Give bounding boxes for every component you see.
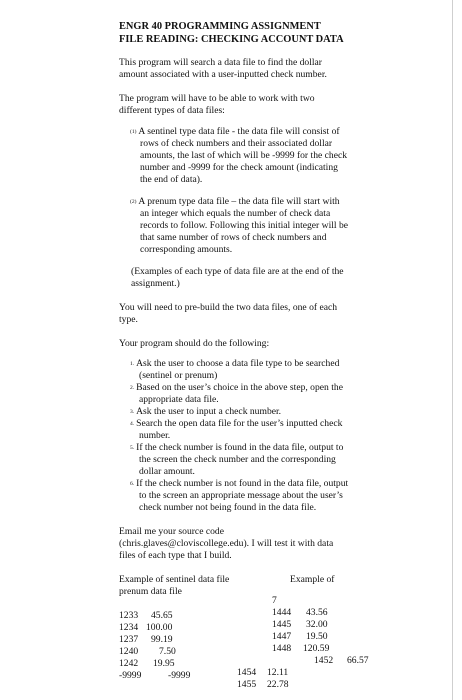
sentinel-amount-2: 100.00	[146, 622, 173, 633]
page-edge-divider	[452, 0, 453, 700]
step-5-line-2: the screen the check number and the corresponding	[139, 454, 336, 465]
step-4-line-2: number.	[139, 430, 171, 441]
sentinel-check-sentinel: -9999	[119, 670, 142, 681]
type-item-1-number: (1)	[130, 129, 137, 135]
doc-title-line-2: FILE READING: CHECKING ACCOUNT DATA	[119, 34, 344, 45]
step-2-line-1: Based on the user’s choice in the above step, open the	[136, 382, 343, 393]
prenum-check-6: 1454	[237, 667, 257, 678]
step-3-line-1: Ask the user to input a check number.	[136, 406, 282, 417]
type-item-1-line-3: amounts, the last of which will be -9999 for the check	[140, 150, 348, 161]
step-4-line-1: Search the open data file for the user’s inputted check	[136, 418, 343, 429]
email-line-1: Email me your source code	[119, 526, 224, 537]
prenum-amount-2: 32.00	[306, 619, 328, 630]
prenum-amount-1: 43.56	[306, 607, 328, 618]
sentinel-amount-1: 45.65	[151, 610, 173, 621]
step-4-number: 4.	[130, 421, 135, 427]
step-1	[130, 358, 339, 371]
prenum-amount-7: 22.78	[267, 679, 289, 690]
prenum-example-label-1: Example of	[290, 574, 335, 585]
sentinel-check-4: 1240	[119, 646, 139, 657]
type-item-2	[130, 196, 340, 209]
program-intro: Your program should do the following:	[119, 338, 270, 349]
step-1-line-2: (sentinel or prenum)	[139, 370, 218, 381]
step-5	[130, 442, 343, 455]
sentinel-amount-5: 19.95	[153, 658, 175, 669]
step-4	[130, 418, 342, 431]
prenum-check-2: 1445	[272, 619, 292, 630]
step-1-number: 1.	[130, 361, 135, 367]
step-6-line-3: check number not being found in the data file.	[139, 502, 317, 513]
doc-title-line-1: ENGR 40 PROGRAMMING ASSIGNMENT	[119, 21, 321, 32]
prenum-record-count: 7	[272, 595, 277, 606]
type-item-2-number: (2)	[130, 199, 137, 205]
email-line-3: files of each type that I build.	[119, 550, 232, 561]
step-6-line-1: If the check number is not found in the data file, output	[136, 478, 349, 489]
step-5-line-1: If the check number is found in the data file, output to	[136, 442, 344, 453]
sentinel-check-1: 1233	[119, 610, 139, 621]
sentinel-amount-4: 7.50	[159, 646, 176, 657]
prenum-example-label-2: prenum data file	[119, 586, 182, 597]
prenum-amount-3: 19.50	[306, 631, 328, 642]
examples-note-line-2: assignment.)	[131, 278, 180, 289]
types-intro-line-2: different types of data files:	[119, 105, 225, 116]
prenum-amount-5: 66.57	[347, 655, 369, 666]
prenum-check-7: 1455	[237, 679, 257, 690]
sentinel-check-3: 1237	[119, 634, 139, 645]
type-item-2-line-3: records to follow. Following this initial integer will be	[140, 220, 349, 231]
step-6-number: 6.	[130, 481, 135, 487]
step-1-line-1: Ask the user to choose a data file type to be searched	[136, 358, 340, 369]
step-2	[130, 382, 343, 395]
type-item-1	[130, 126, 340, 139]
sentinel-amount-sentinel: -9999	[168, 670, 191, 681]
prenum-check-3: 1447	[272, 631, 292, 642]
type-item-1-line-2: rows of check numbers and their associated dollar	[140, 138, 333, 149]
intro-line-1: This program will search a data file to find the dollar	[119, 57, 323, 68]
examples-note-line-1: (Examples of each type of data file are at the end of the	[131, 266, 344, 277]
step-5-line-3: dollar amount.	[139, 466, 195, 477]
intro-line-2: amount associated with a user-inputted check number.	[119, 69, 327, 80]
prenum-check-1: 1444	[272, 607, 292, 618]
sentinel-example-label: Example of sentinel data file	[119, 574, 230, 585]
type-item-2-line-1: A prenum type data file – the data file will start with	[138, 196, 340, 207]
sentinel-amount-3: 99.19	[151, 634, 173, 645]
email-line-2: (chris.glaves@cloviscollege.edu). I will test it with data	[119, 538, 334, 549]
prebuild-line-2: type.	[119, 314, 138, 325]
step-6-line-2: to the screen an appropriate message about the user’s	[139, 490, 343, 501]
type-item-1-line-4: number and -9999 for the check amount (indicating	[140, 162, 338, 173]
prenum-check-4: 1448	[272, 643, 292, 654]
type-item-1-line-1: A sentinel type data file - the data file will consist of	[138, 126, 340, 137]
sentinel-check-2: 1234	[119, 622, 139, 633]
type-item-2-line-5: corresponding amounts.	[140, 244, 233, 255]
step-2-line-2: appropriate data file.	[139, 394, 219, 405]
prenum-check-5: 1452	[314, 655, 334, 666]
type-item-2-line-4: that same number of rows of check numbers and	[140, 232, 327, 243]
type-item-2-line-2: an integer which equals the number of check data	[140, 208, 331, 219]
prebuild-line-1: You will need to pre-build the two data files, one of each	[119, 302, 338, 313]
step-3-number: 3.	[130, 409, 135, 415]
prenum-amount-6: 12.11	[267, 667, 289, 678]
step-5-number: 5.	[130, 445, 135, 451]
prenum-amount-4: 120.59	[303, 643, 330, 654]
types-intro-line-1: The program will have to be able to work with two	[119, 93, 315, 104]
step-6	[130, 478, 348, 491]
step-2-number: 2.	[130, 385, 135, 391]
sentinel-check-5: 1242	[119, 658, 139, 669]
step-3	[130, 406, 281, 419]
type-item-1-line-5: the end of data).	[140, 174, 203, 185]
